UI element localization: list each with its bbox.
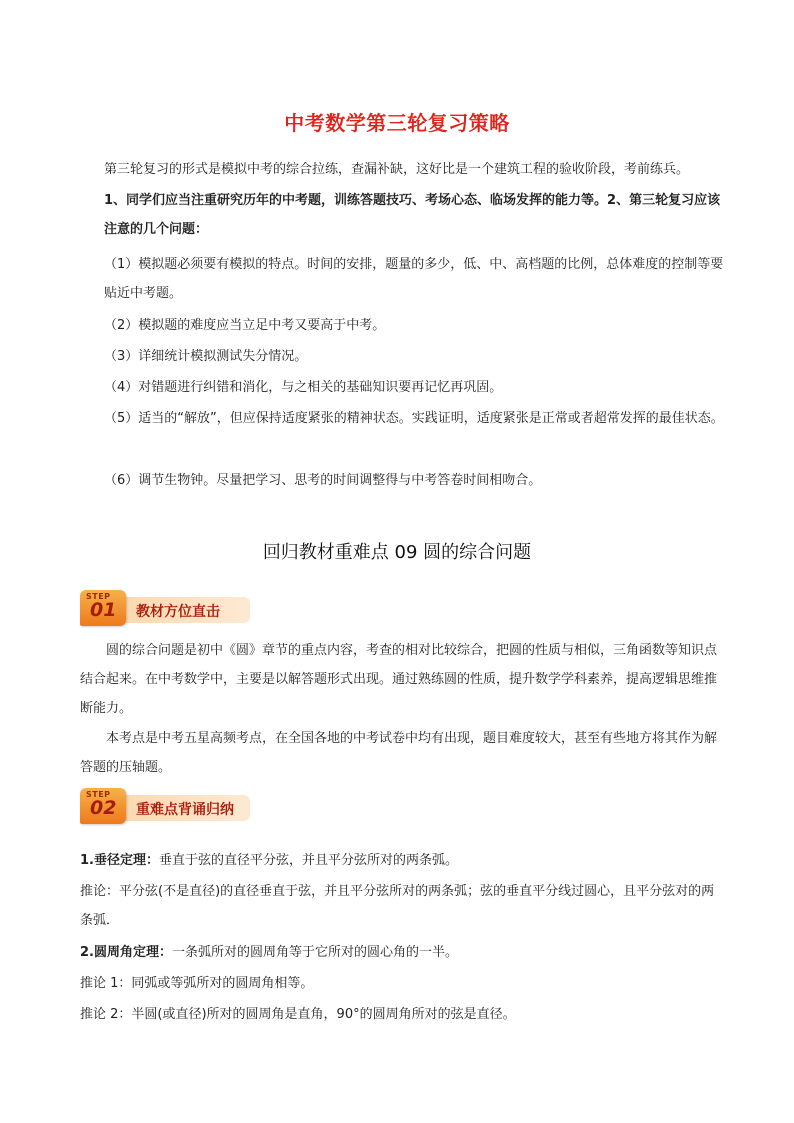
intro-tips: 1、同学们应当注重研究历年的中考题，训练答题技巧、考场心态、临场发挥的能力等。2、第三轮复习应该注意的几个问题：: [104, 193, 721, 237]
theorem-2: 2.圆周角定理：一条弧所对的圆周角等于它所对的圆心角的一半。: [80, 945, 458, 960]
list-item: （2）模拟题的难度应当立足中考又要高于中考。: [104, 318, 386, 333]
page-title: 中考数学第三轮复习策略: [284, 111, 510, 135]
intro-paragraph: 第三轮复习的形式是模拟中考的综合拉练，查漏补缺，这好比是一个建筑工程的验收阶段，考前练兵。: [104, 162, 690, 177]
list-item: （4）对错题进行纠错和消化，与之相关的基础知识要再记忆再巩固。: [104, 380, 503, 395]
list-item: （1）模拟题必须要有模拟的特点。时间的安排，题量的多少，低、中、高档题的比例，总体难度的控制等要贴近中考题。: [104, 257, 724, 301]
step-02-header: [80, 788, 260, 824]
list-item: （6）调节生物钟。尽量把学习、思考的时间调整得与中考答卷时间相吻合。: [104, 473, 542, 488]
list-item: （5）适当的“解放”，但应保持适度紧张的精神状态。实践证明，适度紧张是正常或者超常发挥的最佳状态。: [104, 411, 724, 426]
theorem-1: 1.垂径定理：垂直于弦的直径平分弦，并且平分弦所对的两条弧。: [80, 853, 458, 868]
theorem-2-corollary-1: 推论 1：同弧或等弧所对的圆周角相等。: [80, 976, 314, 991]
step-label: 教材方位直击: [136, 604, 220, 620]
theorem-1-corollary: 推论：平分弦(不是直径)的直径垂直于弦，并且平分弦所对的两条弧；弦的垂直平分线过圆心，且平分弦对的两条弧．: [80, 884, 715, 928]
step-badge-icon: STEP 02: [80, 788, 126, 824]
step1-paragraph: 本考点是中考五星高频考点，在全国各地的中考试卷中均有出现，题目难度较大，甚至有些地方将其作为解答题的压轴题。: [80, 731, 718, 775]
theorem-2-corollary-2: 推论 2：半圆(或直径)所对的圆周角是直角，90°的圆周角所对的弦是直径。: [80, 1007, 516, 1022]
step-bar: [120, 795, 250, 821]
step-bar: [120, 597, 250, 623]
step-badge-icon: STEP 01: [80, 590, 126, 626]
section-title: 回归教材重难点 09 圆的综合问题: [262, 542, 532, 563]
step-label: 重难点背诵归纳: [136, 802, 234, 818]
list-item: （3）详细统计模拟测试失分情况。: [104, 349, 308, 364]
step-01-header: [80, 590, 260, 626]
step1-paragraph: 圆的综合问题是初中《圆》章节的重点内容，考查的相对比较综合，把圆的性质与相似，三角函数等知识点结合起来。在中考数学中，主要是以解答题形式出现。通过熟练圆的性质，提升数学学科素养，提高逻辑思维推断能力。: [80, 643, 718, 716]
